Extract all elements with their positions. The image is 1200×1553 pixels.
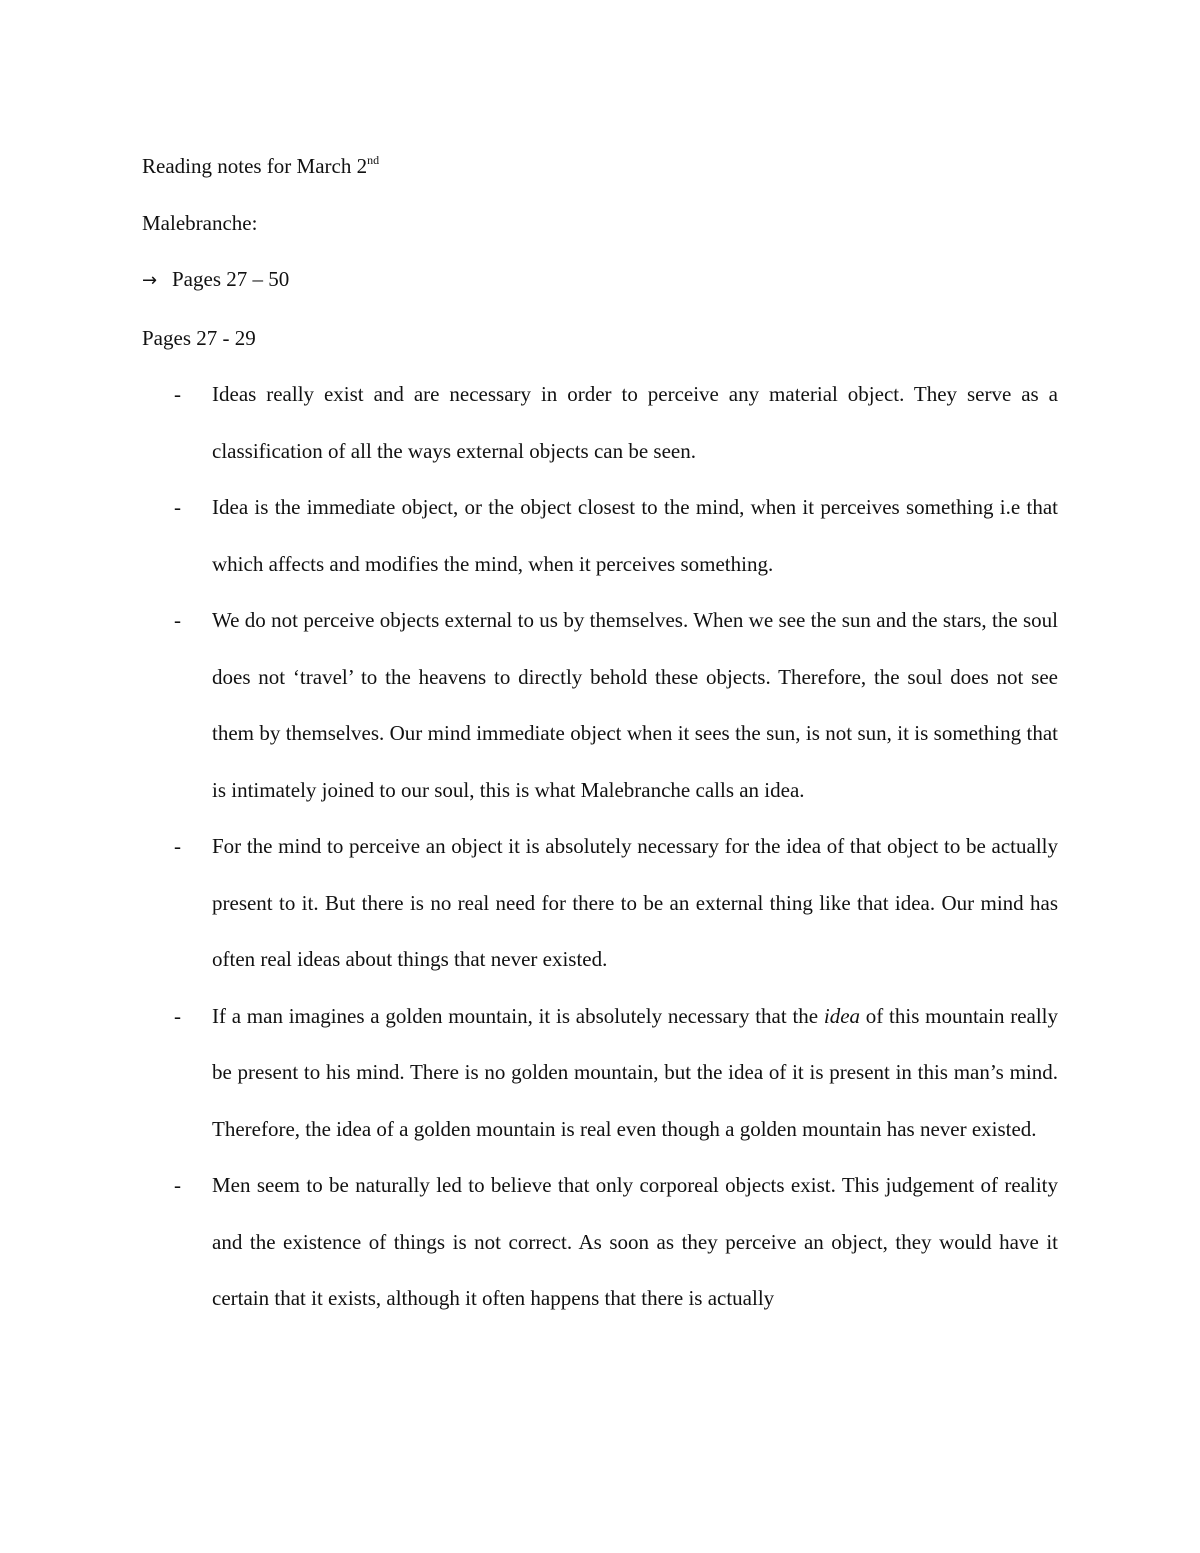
document-body [142, 138, 1058, 1327]
list-item-text-after: of this mountain really be present to his mind. There is no golden mountain, but the idea of it is present in this man’s mind. Therefore, the idea of a golden mountain is real even though a golden mountain has never existed. [212, 1003, 1059, 1141]
list-item-text: We do not perceive objects external to us by themselves. When we see the sun and the stars, the soul does not ‘travel’ to the heavens to directly behold these objects. Therefore, the soul does not see them by themselves. Our mind immediate object when it sees the sun, is not sun, it is something that is intimately joined to our soul, this is what Malebranche calls an idea. [212, 608, 1058, 802]
notes-list [142, 366, 1058, 1327]
title-text: Reading notes for March 2 [142, 154, 368, 178]
list-item-text: Ideas really exist and are necessary in order to perceive any material object. They serve as a classification of all the ways external objects can be seen. [212, 382, 1058, 463]
list-item [142, 479, 1058, 592]
author-heading: Malebranche: [142, 210, 258, 235]
list-item-text: Idea is the immediate object, or the object closest to the mind, when it perceives something i.e that which affects and modifies the mind, when it perceives something. [212, 495, 1058, 576]
bullet-dash: - [174, 608, 181, 632]
title-superscript: nd [367, 153, 380, 167]
list-item-text: Men seem to be naturally led to believe that only corporeal objects exist. This judgement of reality and the existence of things is not correct. As soon as they perceive an object, they would have it certain that it exists, although it often happens that there is actually [212, 1173, 1058, 1310]
list-item-text-italic: idea [823, 1003, 861, 1028]
arrow-right-icon: → [142, 270, 158, 291]
bullet-dash: - [174, 1173, 181, 1197]
list-item [142, 818, 1058, 988]
bullet-dash: - [174, 495, 181, 519]
page-range-text: Pages 27 – 50 [172, 267, 290, 291]
bullet-dash: - [174, 382, 181, 406]
list-item-text: For the mind to perceive an object it is absolutely necessary for the idea of that object to be actually present to it. But there is no real need for there to be an external thing like that idea. Our mind has often real ideas about things that never existed. [212, 834, 1058, 971]
document-title [142, 138, 1058, 195]
bullet-dash: - [174, 1003, 181, 1028]
list-item [142, 592, 1058, 818]
list-item-text-before: If a man imagines a golden mountain, it is absolutely necessary that the [212, 1003, 824, 1028]
list-item [142, 1157, 1058, 1327]
list-item [142, 988, 1058, 1158]
section-heading: Pages 27 - 29 [142, 325, 256, 350]
page-range [142, 251, 1058, 310]
bullet-dash: - [174, 834, 181, 858]
list-item [142, 366, 1058, 479]
